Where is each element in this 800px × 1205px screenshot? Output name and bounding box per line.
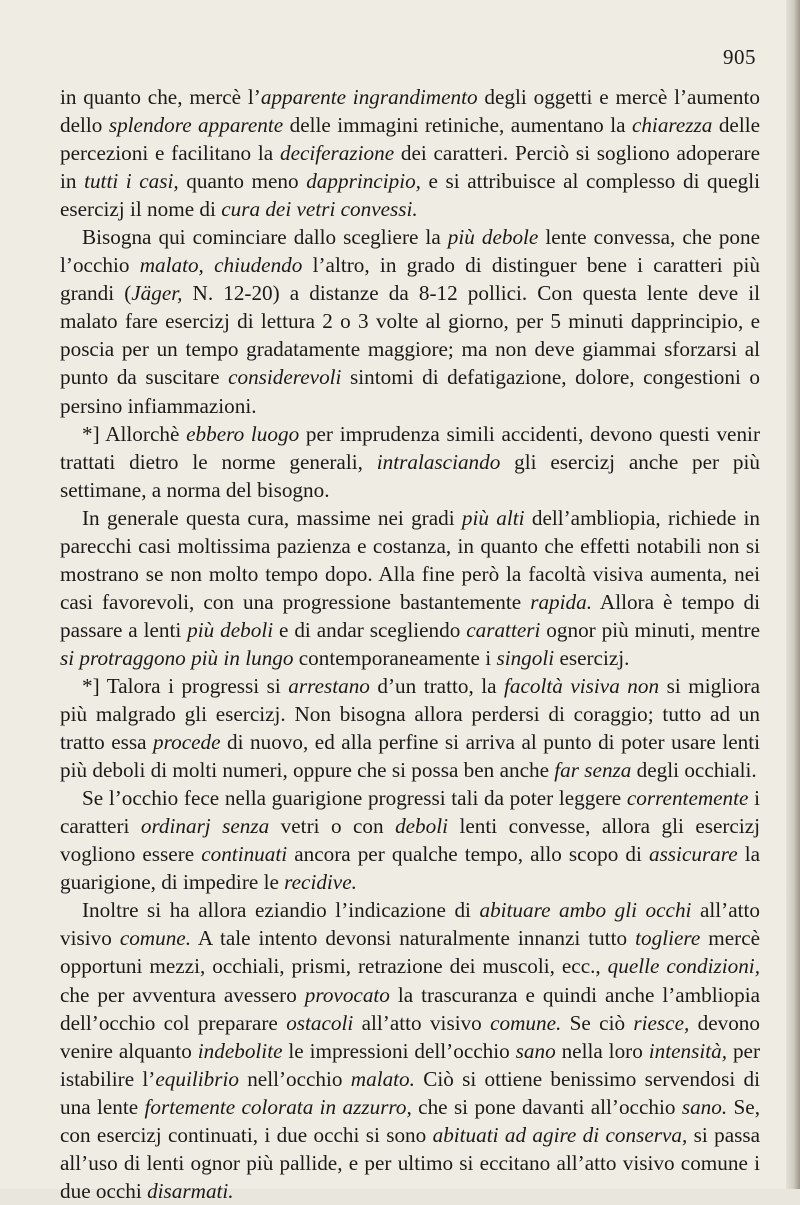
body-text <box>60 83 760 1205</box>
page-number: 905 <box>723 45 756 69</box>
text-run: Se l’occhio fece nella guarigione progressi tali da poter leggere <box>82 786 627 811</box>
italic-run: ostacoli <box>286 1010 354 1035</box>
italic-run: disarmati. <box>147 1178 234 1203</box>
italic-run: malato, chiudendo <box>139 253 303 278</box>
text-run: l’altro, in grado di distinguer bene i caratteri più grandi ( <box>60 253 760 306</box>
italic-run: singoli <box>496 645 555 670</box>
text-run: gli esercizj anche per più settimane, a norma del bisogno. <box>60 449 760 502</box>
text-run: In generale questa cura, massime nei gradi <box>82 505 462 530</box>
text-run: Allora è tempo di passare a lenti <box>60 589 760 642</box>
text-run: lente convessa, che pone l’occhio <box>60 225 761 278</box>
text-run: degli occhiali. <box>631 758 757 783</box>
italic-run: correntemente <box>626 786 749 811</box>
text-run: ognor più minuti, mentre <box>540 617 760 642</box>
text-run: per imprudenza simili accidenti, devono questi venir trattati dietro le norme generali, <box>60 421 761 474</box>
text-run: nell’occhio <box>238 1066 351 1091</box>
text-run: quanto meno <box>178 169 307 194</box>
text-run: ancora per qualche tempo, allo scopo di <box>287 842 649 867</box>
italic-run: caratteri <box>466 617 541 642</box>
text-run: sintomi di defatigazione, dolore, congestioni o persino infiammazioni. <box>60 365 760 418</box>
paragraph <box>60 223 760 419</box>
text-run: all’atto visivo <box>60 898 760 951</box>
italic-run: splendore apparente <box>108 113 284 138</box>
italic-run: più debole <box>447 225 539 250</box>
italic-run: ordinarj senza <box>140 814 270 839</box>
italic-run: togliere <box>635 926 701 951</box>
text-run: Bisogna qui cominciare dallo scegliere la <box>82 225 448 250</box>
italic-run: quelle condizioni, <box>607 954 760 979</box>
paragraph <box>60 420 760 504</box>
text-run: per istabilire l’ <box>60 1038 761 1091</box>
italic-run: più alti <box>461 505 525 530</box>
italic-run: comune. <box>119 926 191 951</box>
text-run: vetri o con <box>269 814 396 839</box>
text-run: *] Talora i progressi si <box>82 673 289 698</box>
text-run: devono venire alquanto <box>60 1010 760 1063</box>
text-run: Se ciò <box>561 1010 634 1035</box>
italic-run: ebbero luogo <box>186 421 300 446</box>
text-run: la trascuranza e quindi anche l’ambliopia dell’occhio col preparare <box>60 982 760 1035</box>
text-run: nella loro <box>555 1038 649 1063</box>
page-edge-shadow <box>786 0 800 1189</box>
italic-run: recidive. <box>284 870 357 895</box>
italic-run: sano <box>515 1038 556 1063</box>
italic-run: deboli <box>395 814 449 839</box>
text-run: Ciò si ottiene benissimo servendosi di una lente <box>60 1066 761 1119</box>
text-run: che per avventura avessero <box>60 982 305 1007</box>
text-run: di nuovo, ed alla perfine si arriva al punto di poter usare lenti più deboli di molti numeri, oppure che si possa ben anche <box>60 730 760 783</box>
italic-run: più deboli <box>187 617 274 642</box>
text-run: la guarigione, di impedire le <box>60 842 760 895</box>
text-run: esercizj. <box>554 645 630 670</box>
italic-run: indebolite <box>197 1038 283 1063</box>
italic-run: abituare ambo gli occhi <box>479 898 692 923</box>
italic-run: tutti i casi, <box>84 169 179 194</box>
text-run: le impressioni dell’occhio <box>282 1038 516 1063</box>
text-run: e di andar scegliendo <box>273 617 467 642</box>
italic-run: malato. <box>350 1066 415 1091</box>
italic-run: apparente ingrandimento <box>260 85 478 109</box>
italic-run: sano. <box>681 1094 728 1119</box>
text-run: N. 12-20) a distanze da 8-12 pollici. Con questa lente deve il malato fare esercizj di lettura 2 o 3 volte al giorno, per 5 minuti dapprincipio, e poscia per un tempo gradatamente maggiore; ma non deve giammai sforzarsi al punto da suscitare <box>60 281 760 390</box>
text-run: d’un tratto, la <box>369 673 505 698</box>
italic-run: arrestano <box>288 673 370 698</box>
text-run: Se, con esercizj continuati, i due occhi si sono <box>60 1094 761 1147</box>
italic-run: procede <box>153 730 221 755</box>
paragraph <box>60 896 760 1205</box>
text-run: e si attribuisce al complesso di quegli esercizj il nome di <box>60 169 761 222</box>
italic-run: rapida. <box>530 589 593 614</box>
italic-run: far senza <box>554 758 632 783</box>
paragraph <box>60 83 760 223</box>
italic-run: continuati <box>201 842 288 867</box>
text-run: Inoltre si ha allora eziandio l’indicazione di <box>82 898 480 923</box>
text-run: dell’ambliopia, richiede in parecchi casi moltissima pazienza e costanza, in quanto che effetti notabili non si mostrano se non molto tempo dopo. Alla fine però la facoltà visiva aumenta, nei casi favorevoli, con una progressione bastantemente <box>60 505 760 614</box>
text-run: *] Allorchè <box>82 421 187 446</box>
italic-run: chiarezza <box>631 113 713 138</box>
text-run: i caratteri <box>60 786 760 839</box>
italic-run: abituati ad agire di conserva, <box>432 1122 688 1147</box>
paragraph <box>60 504 760 672</box>
italic-run: facoltà visiva non <box>504 673 660 698</box>
paragraph <box>60 672 760 784</box>
italic-run: intralasciando <box>376 449 501 474</box>
text-run: si migliora più malgrado gli esercizj. Non bisogna allora perdersi di coraggio; tutto ad un tratto essa <box>60 673 760 755</box>
italic-run: Jäger, <box>131 281 183 306</box>
text-run: dei caratteri. Perciò si sogliono adoperare in <box>60 141 760 194</box>
italic-run: fortemente colorata in azzurro, <box>144 1094 412 1119</box>
italic-run: provocato <box>304 982 390 1007</box>
text-run: lenti convesse, allora gli esercizj vogliono essere <box>60 814 761 867</box>
text-run: A tale intento devonsi naturalmente innanzi tutto <box>191 926 636 951</box>
text-run: delle percezioni e facilitano la <box>60 113 760 166</box>
text-run: in quanto che, mercè l’ <box>60 85 261 109</box>
text-run: contemporaneamente i <box>293 645 497 670</box>
text-run: si passa all’uso di lenti ognor più pallide, e per ultimo si eccitano all’atto visivo comune i due occhi <box>60 1122 760 1203</box>
text-run: che si pone davanti all’occhio <box>411 1094 682 1119</box>
italic-run: assicurare <box>648 842 738 867</box>
italic-run: dapprincipio, <box>306 169 421 194</box>
italic-run: comune. <box>490 1010 562 1035</box>
italic-run: si protraggono più in lungo <box>60 645 294 670</box>
italic-run: considerevoli <box>228 365 342 390</box>
italic-run: deciferazione <box>279 141 395 166</box>
italic-run: intensità, <box>648 1038 728 1063</box>
text-run: all’atto visivo <box>353 1010 491 1035</box>
text-run: degli oggetti e mercè l’aumento dello <box>60 85 760 138</box>
paragraph <box>60 784 760 896</box>
italic-run: cura dei vetri convessi. <box>221 197 418 222</box>
italic-run: riesce, <box>633 1010 690 1035</box>
italic-run: equilibrio <box>155 1066 239 1091</box>
text-run: mercè opportuni mezzi, occhiali, prismi, retrazione dei muscoli, ecc., <box>60 926 760 979</box>
text-run: delle immagini retiniche, aumentano la <box>283 113 632 138</box>
